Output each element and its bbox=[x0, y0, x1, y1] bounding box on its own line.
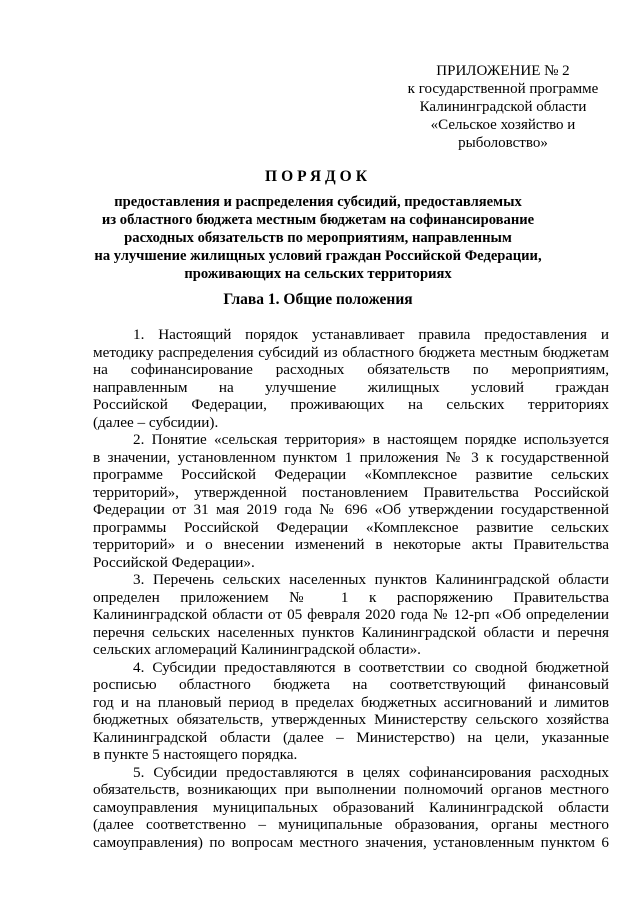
paragraph-line: программе Российской Федерации «Комплексное развитие сельских bbox=[93, 466, 609, 483]
paragraph-line: Российской Федерации». bbox=[93, 553, 255, 571]
paragraph-line: Российской Федерации, проживающих на сельских территориях bbox=[93, 396, 609, 413]
chapter-heading: Глава 1. Общие положения bbox=[223, 291, 413, 308]
paragraph-line: 1. Настоящий порядок устанавливает правила предоставления и bbox=[133, 326, 609, 343]
appendix-line: Калининградской области bbox=[419, 99, 587, 115]
paragraph-line: Федерации от 31 мая 2019 года № 696 «Об утверждении государственной bbox=[93, 501, 609, 518]
title-description-line: предоставления и распределения субсидий, предоставляемых bbox=[114, 194, 522, 210]
paragraph-line: Калининградской области (далее – Министерство) на цели, указанные bbox=[93, 728, 609, 746]
paragraph-line: методику распределения субсидий из областного бюджета местным бюджетам bbox=[93, 343, 609, 361]
paragraph-line: в значении, установленном пунктом 1 приложения № 3 к государственной bbox=[93, 448, 609, 466]
paragraph-line: Калининградской области от 05 февраля 2020 года № 12-рп «Об определении bbox=[93, 606, 609, 623]
paragraph-3 bbox=[93, 571, 609, 659]
paragraph-line: обязательств, возникающих при выполнении полномочий органов местного bbox=[93, 781, 609, 798]
paragraph-4 bbox=[93, 659, 609, 764]
paragraph-line: (далее – субсидии). bbox=[93, 413, 219, 431]
paragraph-line: (далее соответственно – муниципальные образования, органы местного bbox=[93, 816, 609, 833]
appendix-header bbox=[398, 62, 608, 152]
paragraph-line: определен приложением № 1 к распоряжению Правительства bbox=[93, 588, 609, 606]
paragraph-line: сельских агломераций Калининградской области». bbox=[93, 641, 421, 658]
paragraph-5 bbox=[93, 764, 609, 852]
paragraph-line: 2. Понятие «сельская территория» в настоящем порядке используется bbox=[133, 431, 609, 448]
paragraph-line: территорий», утвержденной постановлением Правительства Российской bbox=[93, 483, 609, 501]
appendix-line: к государственной программе bbox=[407, 81, 599, 97]
paragraph-line: самоуправления муниципальных образований Калининградской области bbox=[93, 798, 609, 816]
appendix-line: рыболовство» bbox=[458, 135, 548, 151]
document-body bbox=[93, 326, 609, 851]
paragraph-line: бюджетных обязательств, утвержденных Министерству сельского хозяйства bbox=[93, 711, 609, 728]
paragraph-1 bbox=[93, 326, 609, 431]
paragraph-line: направленным на улучшение жилищных условий граждан bbox=[93, 378, 609, 396]
paragraph-line: в пункте 5 настоящего порядка. bbox=[93, 746, 298, 763]
document-title bbox=[90, 167, 546, 283]
paragraph-line: 3. Перечень сельских населенных пунктов Калининградской области bbox=[133, 571, 609, 588]
paragraph-line: год и на плановый период в пределах бюджетных ассигнований и лимитов bbox=[93, 693, 609, 711]
paragraph-line: перечня сельских населенных пунктов Калининградской области и перечня bbox=[93, 623, 609, 641]
paragraph-line: самоуправления) по вопросам местного значения, установленным пунктом 6 bbox=[93, 833, 609, 851]
paragraph-line: территорий» и о внесении изменений в некоторые акты Правительства bbox=[93, 536, 609, 553]
paragraph-line: 4. Субсидии предоставляются в соответствии со сводной бюджетной bbox=[133, 658, 609, 676]
paragraph-line: 5. Субсидии предоставляются в целях софинансирования расходных bbox=[133, 763, 609, 781]
paragraph-line: на софинансирование расходных обязательств по мероприятиям, bbox=[93, 361, 609, 378]
paragraph-2 bbox=[93, 431, 609, 571]
paragraph-line: росписью областного бюджета на соответствующий финансовый bbox=[93, 676, 609, 693]
paragraph-line: программы Российской Федерации «Комплексное развитие сельских bbox=[93, 518, 609, 536]
title-description-line: на улучшение жилищных условий граждан Российской Федерации, bbox=[94, 248, 542, 264]
title-description-line: из областного бюджета местным бюджетам на софинансирование bbox=[101, 212, 535, 228]
appendix-line: ПРИЛОЖЕНИЕ № 2 bbox=[436, 63, 570, 79]
title-description-line: проживающих на сельских территориях bbox=[184, 266, 452, 282]
title-description bbox=[90, 193, 546, 283]
title-word: ПОРЯДОК bbox=[265, 168, 371, 185]
appendix-line: «Сельское хозяйство и bbox=[430, 117, 576, 133]
title-description-line: расходных обязательств по мероприятиям, направленным bbox=[124, 230, 512, 246]
